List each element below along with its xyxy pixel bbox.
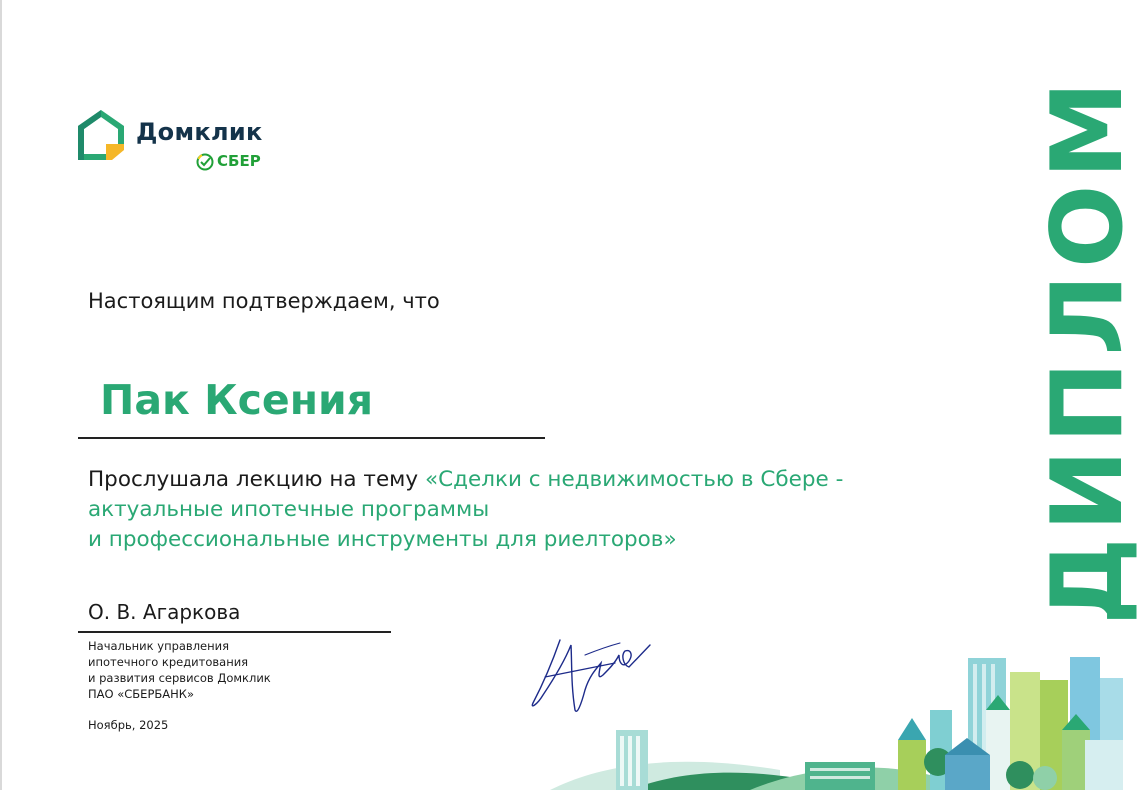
lecture-description xyxy=(88,465,968,555)
lecture-topic-line-3: и профессиональные инструменты для риелторов» xyxy=(88,527,677,552)
diploma-title-text: ДИПЛОМ xyxy=(1030,75,1145,625)
lecture-prefix: Прослушала лекцию на тему xyxy=(88,467,425,492)
domclick-logo xyxy=(76,108,276,178)
recipient-name: Пак Ксения xyxy=(100,376,374,424)
lecture-topic-line-2: актуальные ипотечные программы xyxy=(88,497,490,522)
lecture-topic-line-1: «Сделки с недвижимостью в Сбере - xyxy=(424,467,844,492)
page-edge xyxy=(0,0,2,790)
logo-wordmark: Домклик xyxy=(136,118,263,146)
signer-underline xyxy=(78,631,391,633)
recipient-underline xyxy=(78,437,545,439)
position-line: и развития сервисов Домклик xyxy=(88,671,271,685)
intro-text: Настоящим подтверждаем, что xyxy=(88,289,440,313)
position-line: ПАО «СБЕРБАНК» xyxy=(88,687,194,701)
diploma-title xyxy=(1030,70,1145,630)
signer-name: О. В. Агаркова xyxy=(88,600,241,624)
issue-date: Ноябрь, 2025 xyxy=(88,718,169,732)
house-logo-icon xyxy=(76,108,126,163)
position-line: Начальник управления xyxy=(88,639,230,653)
sber-check-icon xyxy=(196,153,214,171)
position-line: ипотечного кредитования xyxy=(88,655,249,669)
sber-wordmark: СБЕР xyxy=(217,152,261,170)
city-skyline-illustration xyxy=(550,650,1123,790)
signer-position xyxy=(88,638,271,702)
